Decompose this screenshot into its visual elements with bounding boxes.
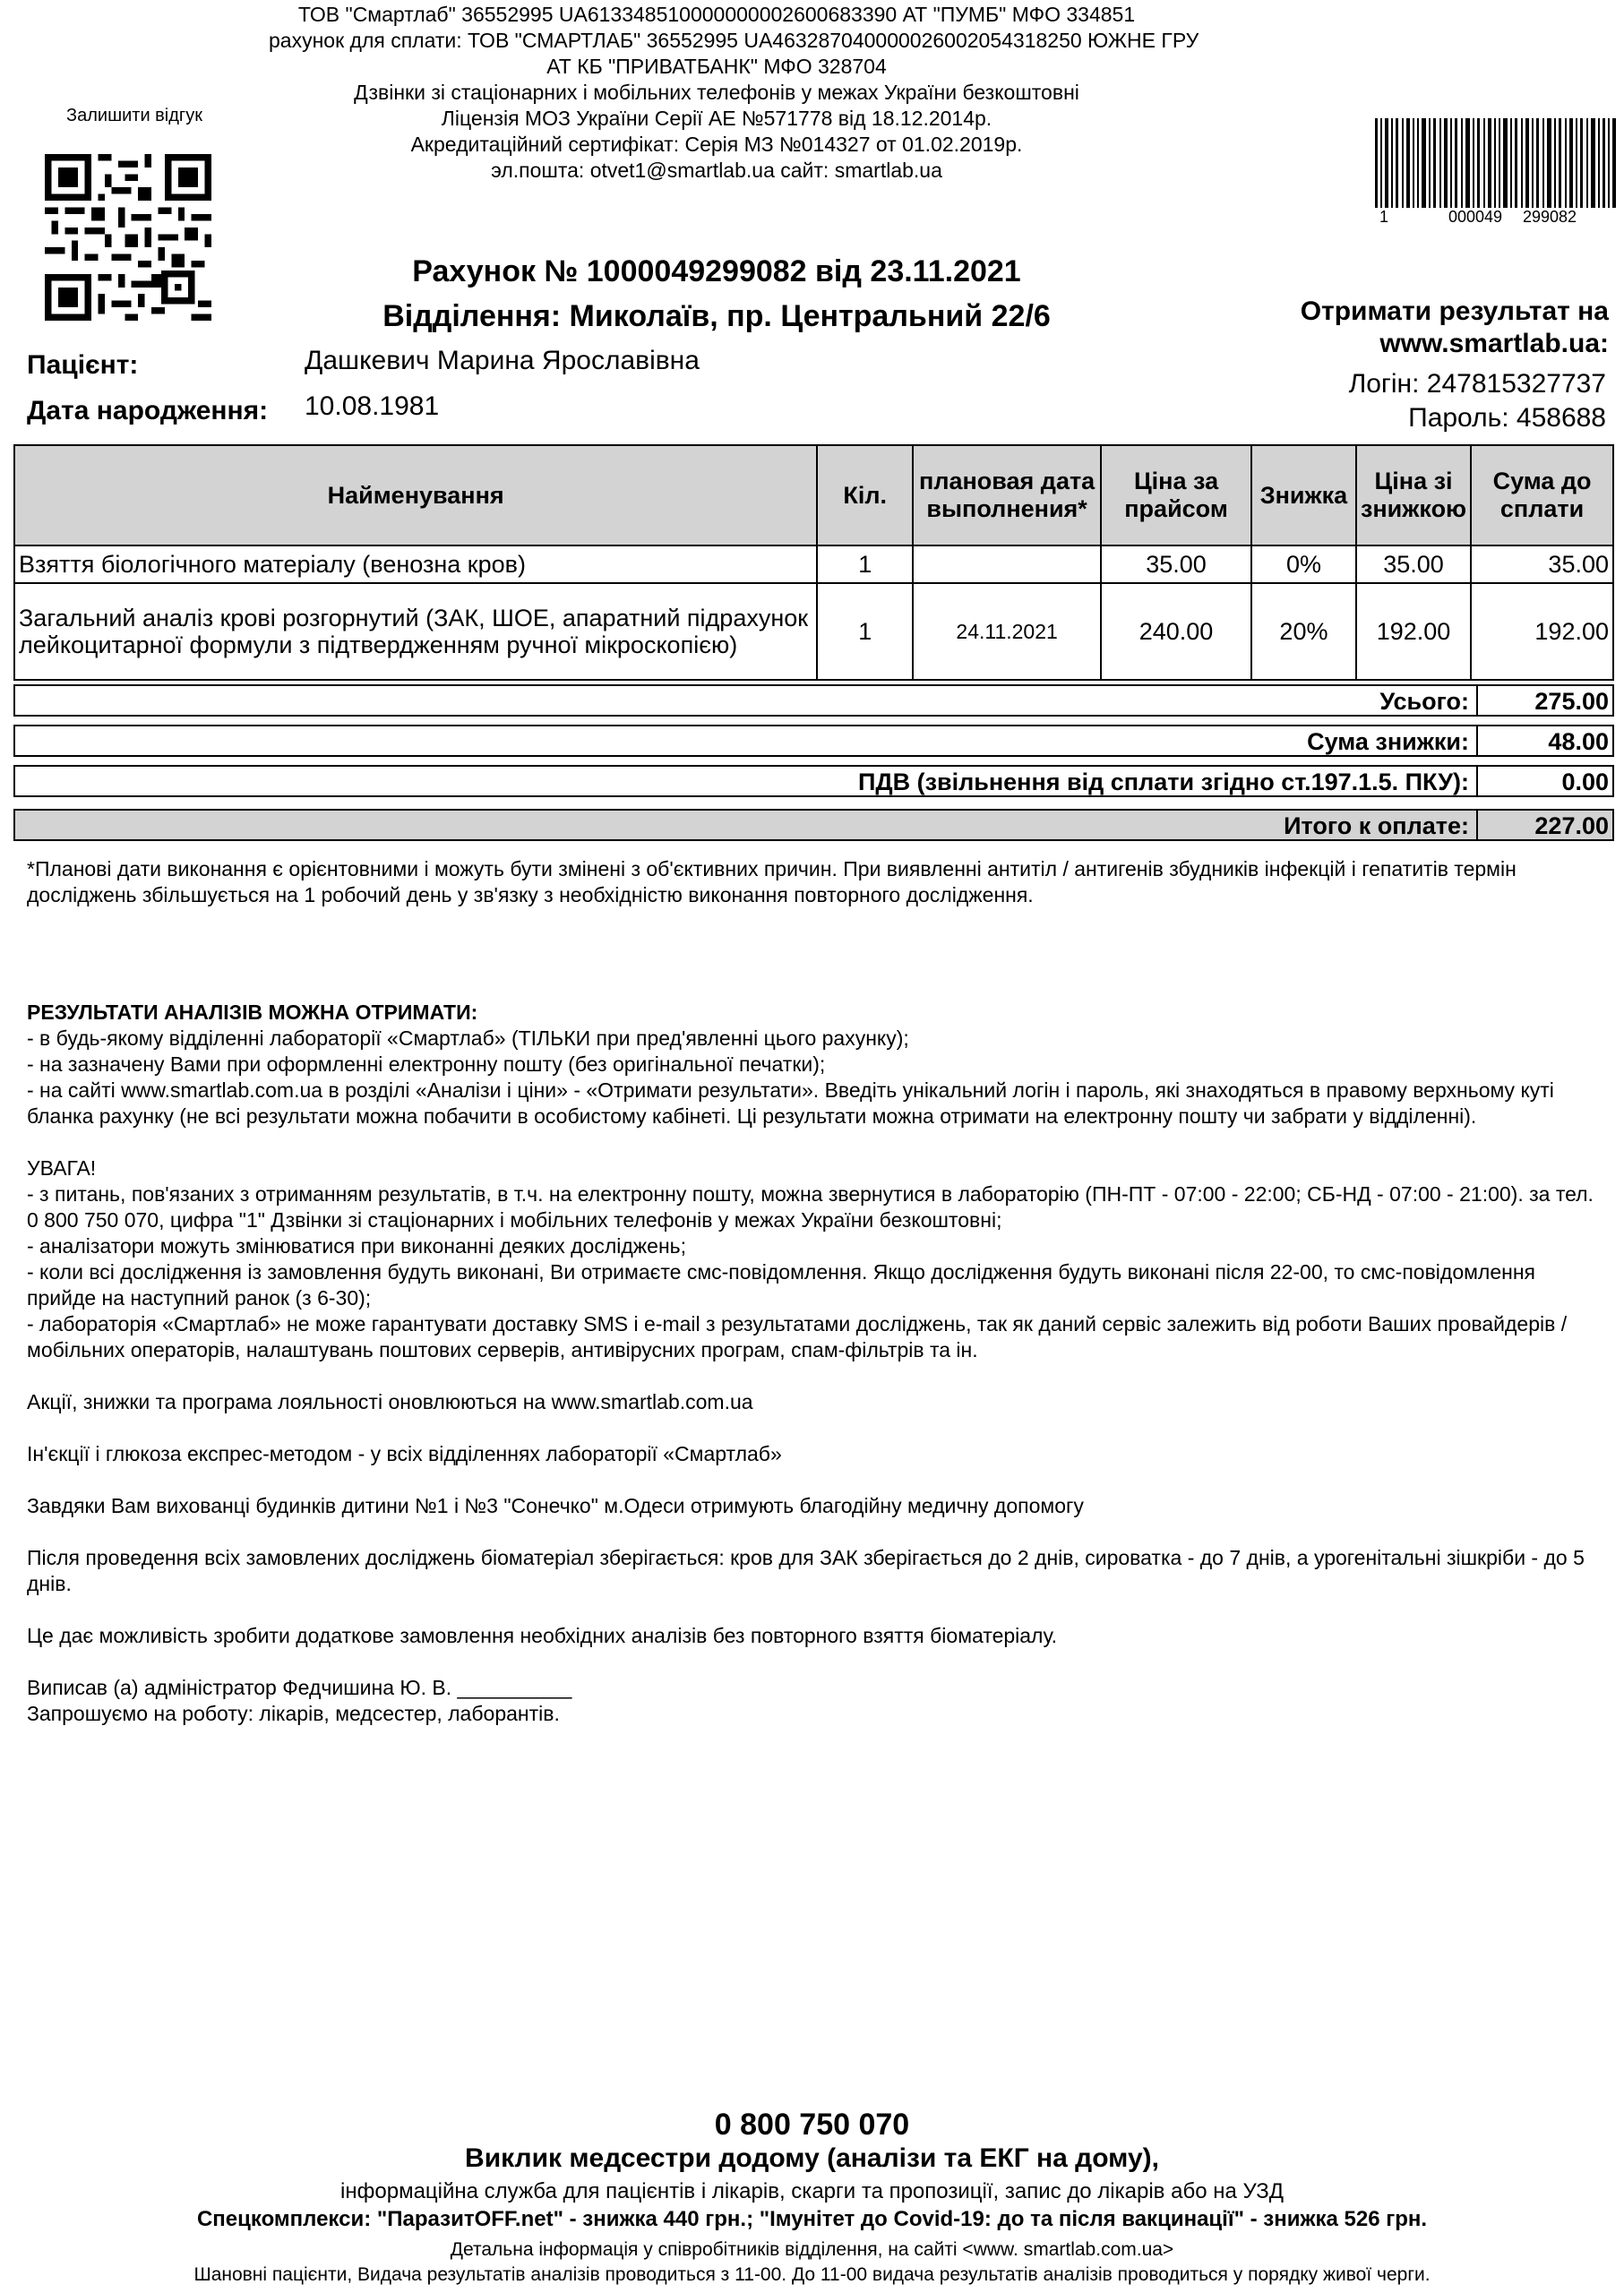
footer-info: інформаційна служба для пацієнтів і лікарів, скарги та пропозиції, запис до лікарів або на УЗД — [340, 2179, 1284, 2203]
attention-item: - з питань, пов'язаних з отриманням результатів, в т.ч. на електронну пошту, можна звернутися в лабораторію (ПН-ПТ - 07:00 - 22:00; СБ-НД - 07:00 - 21:00). за тел. 0 800 750 070, цифра "1" Дзвінки зі стаціонарних і мобільних телефонів у межах України безкоштовні; — [27, 1182, 1594, 1232]
branch-title: Відділення: Миколаїв, пр. Центральний 22/6 — [382, 299, 1051, 333]
results-option: - на сайті www.smartlab.com.ua в розділі «Аналізи і ціни» - «Отримати результати». Введіть унікальний логін і пароль, які знаходяться в правому верхньому куті бланка рахунку (не всі результати можна побачити в особистому кабінеті. Ці результати можна отримати на електронну пошту чи забрати у відділенні). — [27, 1078, 1554, 1128]
column-header-name: Найменування — [14, 445, 817, 545]
patient-label: Пацієнт: — [27, 350, 139, 380]
footer-notice: Шановні пацієнти, Видача результатів аналізів проводиться з 11-00. До 11-00 видача результатів аналізів проводиться у порядку живої черги. — [193, 2264, 1431, 2285]
results-site-link[interactable]: www.smartlab.ua: — [1379, 329, 1609, 358]
cell-discount: 0% — [1251, 545, 1356, 583]
cell-discount: 20% — [1251, 583, 1356, 680]
jobs-text: Запрошуємо на роботу: лікарів, медсестер, лаборантів. — [27, 1702, 560, 1725]
cell-name: Взяття біологічного матеріалу (венозна кров) — [14, 545, 817, 583]
cell-total: 192.00 — [1471, 583, 1613, 680]
lab-details-line: Акредитаційний сертифікат: Серія МЗ №014327 от 01.02.2019р. — [410, 133, 1023, 156]
dob-value: 10.08.1981 — [305, 391, 440, 421]
cell-total: 35.00 — [1471, 545, 1613, 583]
summary-divider — [1476, 726, 1478, 755]
cell-date — [913, 545, 1101, 583]
lab-details-line: АТ КБ "ПРИВАТБАНК" МФО 328704 — [546, 55, 887, 78]
lab-details-line: Ліцензія МОЗ України Серії АЕ №571778 від 18.12.2014р. — [441, 107, 992, 130]
summary-discount-row — [13, 725, 1614, 757]
footer-nurse-call: Виклик медсестри додому (аналізи та ЕКГ на дому), — [465, 2143, 1159, 2173]
footer-details: Детальна інформація у співробітників відділення, на сайті <www. smartlab.com.ua> — [450, 2239, 1174, 2260]
barcode-icon — [1375, 118, 1617, 208]
reorder-text: Це дає можливість зробити додаткове замовлення необхідних аналізів без повторного взяття біоматеріалу. — [27, 1624, 1058, 1647]
footer-phone: 0 800 750 070 — [714, 2108, 910, 2142]
summary-vat-value: 0.00 — [1561, 769, 1609, 795]
summary-total-row — [13, 684, 1614, 717]
results-option: - в будь-якому відділенні лабораторії «Смартлаб» (ТІЛЬКИ при пред'явленні цього рахунку); — [27, 1026, 909, 1050]
lab-details-line: ТОВ "Смартлаб" 36552995 UA613348510000000002600683390 АТ "ПУМБ" МФО 334851 — [297, 3, 1136, 26]
lab-details-line: рахунок для сплати: ТОВ "СМАРТЛАБ" 36552995 UA463287040000026002054318250 ЮЖНЕ ГРУ — [269, 29, 1199, 52]
barcode-digit-group: 299082 — [1523, 208, 1577, 226]
column-header-price: Ціна за прайсом — [1101, 445, 1251, 545]
summary-total-label: Усього: — [1379, 688, 1469, 715]
table-row — [14, 583, 1613, 680]
information-section — [27, 1000, 1603, 1727]
summary-discount-label: Сума знижки: — [1307, 728, 1469, 755]
results-option: - на зазначену Вами при оформленні електронну пошту (без оригінальної печатки); — [27, 1052, 826, 1076]
cell-date: 24.11.2021 — [913, 583, 1101, 680]
summary-divider — [1476, 811, 1478, 839]
charity-text: Завдяки Вам вихованці будинків дитини №1 і №3 "Сонечко" м.Одеси отримують благодійну медичну допомогу — [27, 1494, 1084, 1517]
summary-pay-value: 227.00 — [1534, 812, 1609, 839]
invoice-title: Рахунок № 1000049299082 від 23.11.2021 — [412, 254, 1021, 288]
cell-discounted-price: 192.00 — [1356, 583, 1471, 680]
cell-discounted-price: 35.00 — [1356, 545, 1471, 583]
column-header-discount: Знижка — [1251, 445, 1356, 545]
cell-price: 240.00 — [1101, 583, 1251, 680]
summary-pay-label: Итого к оплате: — [1284, 812, 1469, 839]
summary-vat-label: ПДВ (звільнення від сплати згідно ст.197.1.5. ПКУ): — [857, 769, 1469, 795]
cell-name: Загальний аналіз крові розгорнутий (ЗАК, ШОЕ, апаратний підрахунок лейкоцитарної формули з підтвердженням ручної мікроскопією) — [14, 583, 817, 680]
column-header-qty: Кіл. — [817, 445, 913, 545]
promo-text: Акції, знижки та програма лояльності оновлюються на www.smartlab.com.ua — [27, 1390, 753, 1413]
storage-text: Після проведення всіх замовлених досліджень біоматеріал зберігається: кров для ЗАК зберігається до 2 днів, сироватка - до 7 днів, а урогенітальні зішкріби - до 5 днів. — [27, 1546, 1585, 1595]
summary-total-value: 275.00 — [1534, 688, 1609, 715]
password-value: Пароль: 458688 — [1408, 403, 1606, 433]
attention-heading: УВАГА! — [27, 1156, 97, 1180]
attention-item: - лабораторія «Смартлаб» не може гарантувати доставку SMS і e-mail з результатами досліджень, так як даний сервіс залежить від роботи Ваших провайдерів / мобільних операторів, налаштувань поштових серверів, антивірусних програм, спам-фільтрів та ін. — [27, 1312, 1568, 1361]
summary-divider — [1476, 767, 1478, 795]
cell-qty: 1 — [817, 545, 913, 583]
summary-discount-value: 48.00 — [1548, 728, 1609, 755]
login-value: Логін: 247815327737 — [1348, 369, 1606, 399]
qr-code-icon[interactable] — [45, 154, 211, 321]
patient-name: Дашкевич Марина Ярославівна — [305, 346, 700, 375]
column-header-date: плановая дата выполнения* — [913, 445, 1101, 545]
column-header-discounted-price: Ціна зі знижкою — [1356, 445, 1471, 545]
results-heading — [1301, 296, 1609, 360]
feedback-label: Залишити відгук — [66, 106, 202, 125]
dob-label: Дата народження: — [27, 396, 269, 425]
cell-qty: 1 — [817, 583, 913, 680]
attention-item: - аналізатори можуть змінюватися при виконанні деяких досліджень; — [27, 1234, 687, 1258]
summary-divider — [1476, 686, 1478, 715]
table-header-row — [14, 445, 1613, 545]
attention-item: - коли всі дослідження із замовлення будуть виконані, Ви отримаєте смс-повідомлення. Якщо дослідження будуть виконані після 22-00, то смс-повідомлення прийде на наступний ранок (з 6-30); — [27, 1260, 1535, 1310]
summary-vat-row — [13, 765, 1614, 797]
barcode-digit-group: 1 — [1379, 208, 1389, 226]
footer-special-offers: Спецкомплекси: "ПаразитOFF.net" - знижка 440 грн.; "Імунітет до Covid-19: до та після вакцинації" - знижка 526 грн. — [196, 2207, 1428, 2231]
lab-details — [269, 2, 1199, 184]
barcode-digit-group: 000049 — [1448, 208, 1503, 226]
planned-dates-note: *Планові дати виконання є орієнтовними і можуть бути змінені з об'єктивних причин. При виявленні антитіл / антигенів збудників інфекцій і гепатитів термін досліджень збільшується на 1 робочий день у зв'язку з необхідністю виконання повторного дослідження. — [27, 857, 1517, 906]
column-header-total: Сума до сплати — [1471, 445, 1613, 545]
issued-by: Виписав (а) адміністратор Федчишина Ю. В. __________ — [27, 1676, 572, 1699]
lab-details-line: Дзвінки зі стаціонарних і мобільних телефонів у межах України безкоштовні — [354, 81, 1079, 104]
summary-pay-row — [13, 809, 1614, 841]
results-section-heading: РЕЗУЛЬТАТИ АНАЛІЗІВ МОЖНА ОТРИМАТИ: — [27, 1001, 478, 1024]
lab-details-line: эл.пошта: otvet1@smartlab.ua сайт: smartlab.ua — [491, 159, 942, 182]
table-row — [14, 545, 1613, 583]
services-table — [13, 444, 1614, 681]
cell-price: 35.00 — [1101, 545, 1251, 583]
results-heading-line: Отримати результат на — [1300, 296, 1609, 326]
injections-text: Ін'єкції і глюкоза експрес-методом - у всіх відділеннях лабораторії «Смартлаб» — [27, 1442, 782, 1465]
